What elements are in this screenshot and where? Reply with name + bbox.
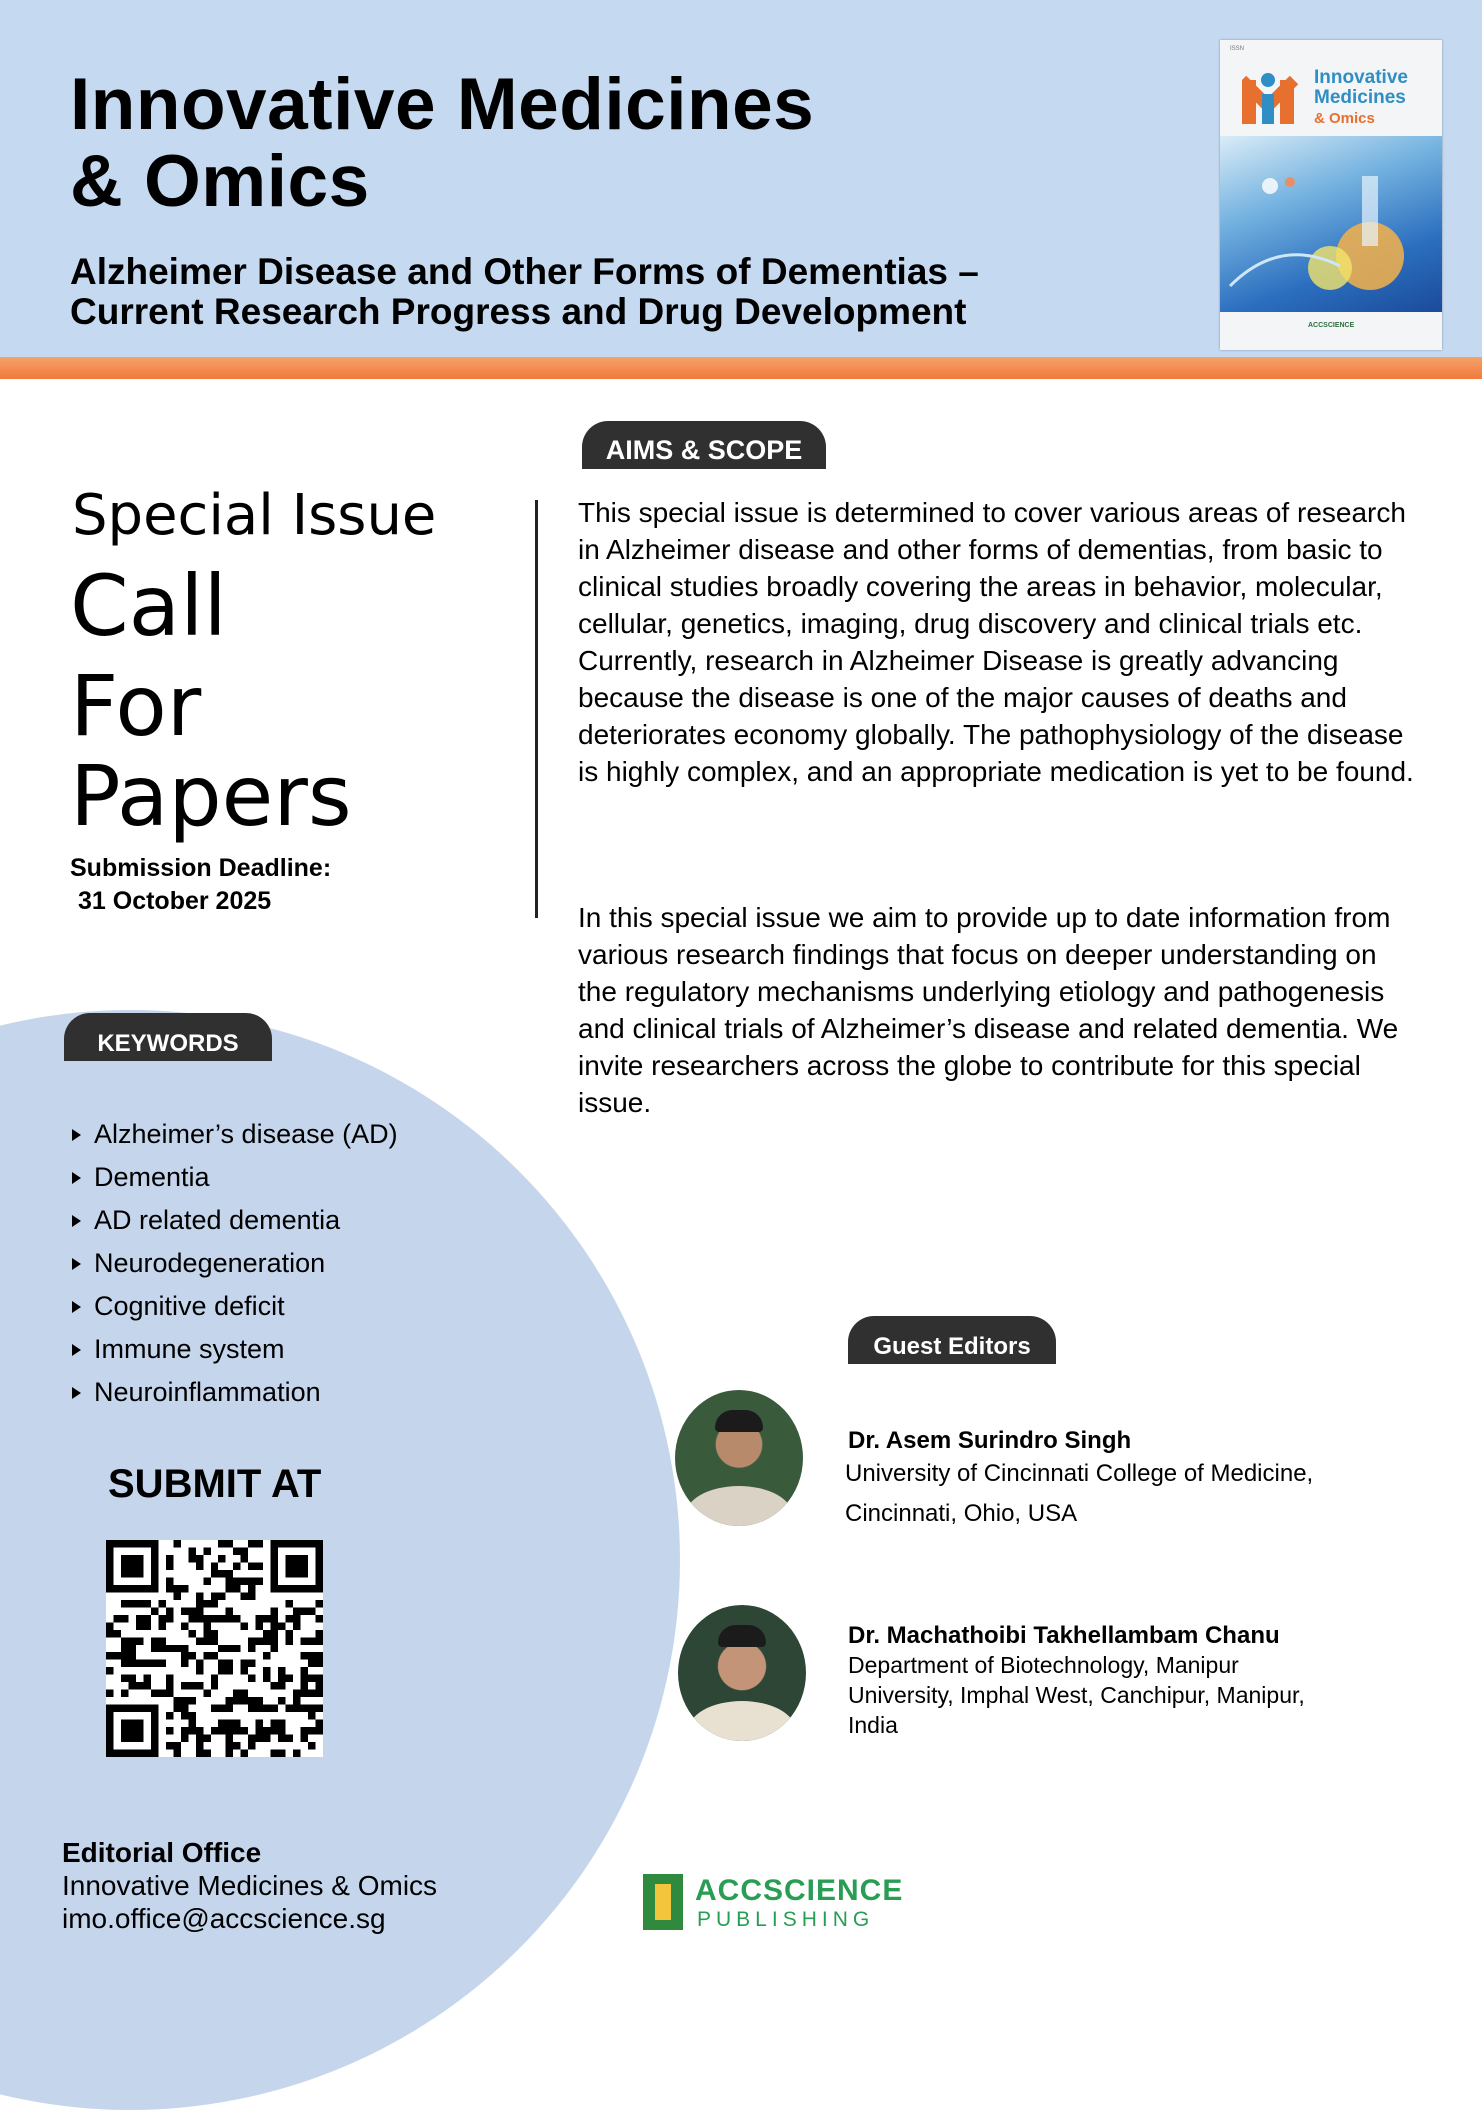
publisher-logo: [643, 1872, 904, 1936]
editor-2-name: Dr. Machathoibi Takhellambam Chanu: [848, 1622, 1280, 1649]
editorial-office-email[interactable]: imo.office@accscience.sg: [62, 1903, 386, 1934]
bullet-triangle-icon: [72, 1215, 81, 1227]
editor-1-photo: [675, 1390, 803, 1526]
deadline-date: 31 October 2025: [78, 887, 272, 915]
guest-editors-heading: [848, 1316, 1056, 1364]
editor-1-aff-line2: Cincinnati, Ohio, USA: [845, 1500, 1078, 1527]
cover-brand-line3: & Omics: [1314, 110, 1375, 127]
special-issue-label: Special Issue: [72, 483, 437, 548]
cover-brand-line2: Medicines: [1314, 87, 1406, 108]
cover-tiny-text: ISSN: [1230, 46, 1245, 52]
editor-2-affiliation: [848, 1650, 1348, 1740]
aims-scope-label: AIMS & SCOPE: [605, 435, 803, 465]
journal-title-line1: Innovative Medicines: [70, 64, 815, 145]
keyword-item: [72, 1285, 398, 1328]
keyword-item: [72, 1156, 398, 1199]
bullet-triangle-icon: [72, 1301, 81, 1313]
aims-paragraph-1: This special issue is determined to cover various areas of research in Alzheimer disease and other forms of dementias, from basic to clinical studies broadly covering the areas in behavior, molecular, cellular, genetics, imaging, drug discovery and clinical trials etc. Currently, research in Alzheimer Disease is greatly advancing because the disease is one of the major causes of deaths and deteriorates economy globally. The pathophysiology of the disease is highly complex, and an appropriate medication is yet to be found.: [578, 497, 1414, 787]
editorial-office-title: Editorial Office: [62, 1837, 262, 1868]
topic-line2: Current Research Progress and Drug Development: [70, 291, 967, 332]
deadline-label: Submission Deadline:: [70, 854, 332, 882]
topic-line1: Alzheimer Disease and Other Forms of Dementias –: [70, 251, 979, 292]
qr-code-icon[interactable]: [106, 1540, 323, 1757]
shirt-shape: [685, 1486, 793, 1526]
editor-1-name: Dr. Asem Surindro Singh: [848, 1427, 1132, 1454]
aims-paragraph-2: In this special issue we aim to provide up to date information from various research findings that focus on deeper understanding on the regulatory mechanisms underlying etiology and pathogenesis and clinical trials of Alzheimer’s disease and related dementia. We invite researchers across the globe to contribute for this special issue.: [578, 902, 1399, 1118]
qr-code-graphic: [106, 1540, 323, 1757]
cover-brand-line1: Innovative: [1314, 67, 1408, 88]
cover-publisher-mark: ACCSCIENCE: [1308, 322, 1355, 329]
guest-editors-label: Guest Editors: [873, 1333, 1031, 1360]
journal-title-line2: & Omics: [70, 141, 370, 222]
bullet-triangle-icon: [72, 1172, 81, 1184]
keyword-text: Dementia: [94, 1162, 210, 1192]
vertical-divider: [535, 500, 538, 918]
keyword-text: AD related dementia: [94, 1205, 341, 1235]
papers-text: Papers: [70, 747, 352, 845]
accent-bar: [0, 357, 1482, 379]
keywords-list: [72, 1113, 398, 1414]
journal-logo-icon: [1242, 70, 1302, 126]
editor-1-aff-line1: University of Cincinnati College of Medicine,: [845, 1460, 1314, 1487]
publisher-tagline: PUBLISHING: [697, 1908, 875, 1931]
editor-2-aff-line1: Department of Biotechnology, Manipur: [848, 1652, 1239, 1678]
bullet-triangle-icon: [72, 1387, 81, 1399]
for-text: For: [70, 657, 202, 755]
cover-brand: [1314, 68, 1408, 108]
journal-cover: [1220, 40, 1442, 350]
shirt-shape: [688, 1701, 796, 1741]
publisher-name: ACCSCIENCE: [695, 1874, 904, 1907]
cover-art-image: [1220, 136, 1442, 312]
lab-glassware-icon: [1220, 136, 1442, 312]
editor-2-aff-line2: University, Imphal West, Canchipur, Manipur,: [848, 1682, 1305, 1708]
bullet-triangle-icon: [72, 1258, 81, 1270]
editor-2-aff-line3: India: [848, 1712, 898, 1738]
hair-shape: [715, 1410, 763, 1432]
bullet-triangle-icon: [72, 1344, 81, 1356]
publisher-mark-icon: [643, 1874, 683, 1930]
keyword-item: [72, 1113, 398, 1156]
hair-shape: [718, 1625, 766, 1647]
editor-1-affiliation: [845, 1454, 1365, 1534]
journal-title: [70, 66, 814, 220]
aims-scope-heading: [582, 421, 826, 469]
keywords-label: KEYWORDS: [97, 1030, 239, 1057]
keyword-text: Alzheimer’s disease (AD): [94, 1119, 398, 1149]
keyword-text: Neurodegeneration: [94, 1248, 326, 1278]
keyword-item: [72, 1242, 398, 1285]
keyword-item: [72, 1328, 398, 1371]
keyword-text: Neuroinflammation: [94, 1377, 321, 1407]
editor-2-photo: [678, 1605, 806, 1741]
keywords-heading: [64, 1013, 272, 1061]
special-issue-topic: [70, 252, 979, 332]
keyword-text: Immune system: [94, 1334, 285, 1364]
keyword-item: [72, 1199, 398, 1242]
keyword-text: Cognitive deficit: [94, 1291, 285, 1321]
bullet-triangle-icon: [72, 1129, 81, 1141]
keyword-item: [72, 1371, 398, 1414]
call-text: Call: [70, 557, 227, 655]
editorial-office-name: Innovative Medicines & Omics: [62, 1870, 438, 1901]
submit-heading: SUBMIT AT: [108, 1462, 322, 1506]
